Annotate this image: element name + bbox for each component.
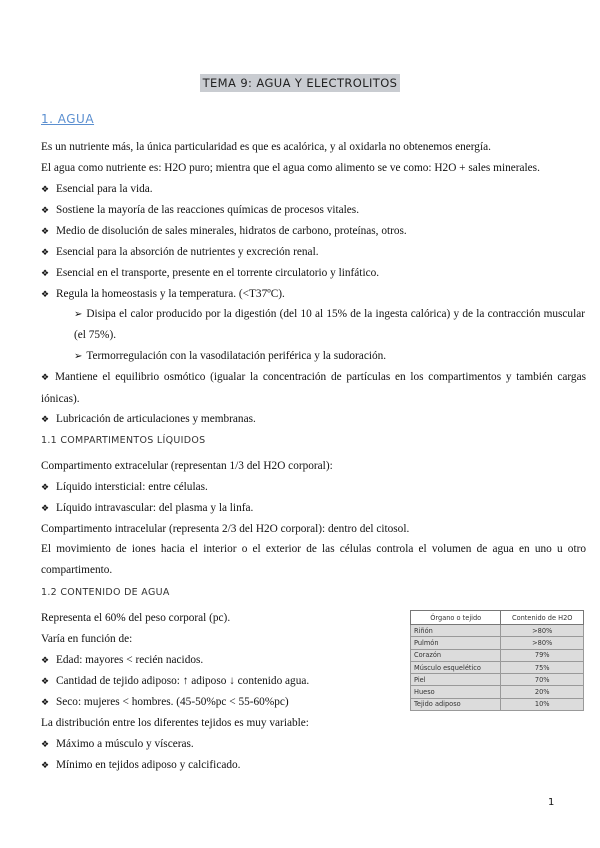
list-item: ❖ Mantiene el equilibrio osmótico (igualar la concentración de partículas en los compartimentos y también cargas iónicas). bbox=[41, 371, 586, 405]
diamond-bullet-icon: ❖ bbox=[41, 504, 50, 514]
list-item: ❖ Edad: mayores < recién nacidos. bbox=[41, 654, 204, 666]
list-item: ❖ Esencial para la absorción de nutrientes y excreción renal. bbox=[41, 246, 319, 258]
diamond-bullet-icon: ❖ bbox=[41, 483, 50, 493]
list-item: ❖ Sostiene la mayoría de las reacciones químicas de procesos vitales. bbox=[41, 204, 360, 216]
diamond-bullet-icon: ❖ bbox=[41, 698, 50, 708]
diamond-bullet-icon: ❖ bbox=[41, 227, 50, 237]
table-cell-organ: Músculo esquelético bbox=[411, 661, 501, 673]
table-cell-value: 70% bbox=[501, 674, 584, 686]
table-cell-value: 10% bbox=[501, 698, 584, 710]
table-header-content: Contenido de H2O bbox=[501, 611, 584, 625]
arrow-bullet-icon: ➢ bbox=[74, 309, 83, 320]
list-item: ❖ Esencial en el transporte, presente en el torrente circulatorio y linfático. bbox=[41, 267, 380, 279]
table-cell-organ: Hueso bbox=[411, 686, 501, 698]
diamond-bullet-icon: ❖ bbox=[41, 269, 50, 279]
paragraph-intro-2: El agua como nutriente es: H2O puro; mientra que el agua como alimento se ve como: H2O + sales minerales. bbox=[41, 162, 540, 174]
sub-list-item: ➢ Termorregulación con la vasodilatación periférica y la sudoración. bbox=[74, 350, 387, 362]
table-row bbox=[411, 674, 584, 686]
diamond-bullet-icon: ❖ bbox=[41, 373, 51, 383]
diamond-bullet-icon: ❖ bbox=[41, 206, 50, 216]
diamond-bullet-icon: ❖ bbox=[41, 415, 50, 425]
table-cell-organ: Pulmón bbox=[411, 637, 501, 649]
list-item: ❖ Líquido intravascular: del plasma y la linfa. bbox=[41, 502, 254, 514]
diamond-bullet-icon: ❖ bbox=[41, 185, 50, 195]
table-cell-value: 75% bbox=[501, 661, 584, 673]
list-item: ❖ Esencial para la vida. bbox=[41, 183, 153, 195]
table-row bbox=[411, 625, 584, 637]
paragraph: Varía en función de: bbox=[41, 633, 133, 645]
water-content-table bbox=[410, 610, 584, 711]
table-cell-value: 79% bbox=[501, 649, 584, 661]
document-title-bar bbox=[0, 74, 600, 92]
table-row bbox=[411, 661, 584, 673]
document-title: TEMA 9: AGUA Y ELECTROLITOS bbox=[200, 74, 401, 92]
subsection-heading-contenido: 1.2 CONTENIDO DE AGUA bbox=[41, 587, 170, 598]
diamond-bullet-icon: ❖ bbox=[41, 290, 50, 300]
paragraph-intro-1: Es un nutriente más, la única particularidad es que es acalórica, y al oxidarla no obtenemos energía. bbox=[41, 141, 491, 153]
list-item: ❖ Líquido intersticial: entre células. bbox=[41, 481, 208, 493]
paragraph: Compartimento extracelular (representan 1/3 del H2O corporal): bbox=[41, 460, 333, 472]
paragraph: La distribución entre los diferentes tejidos es muy variable: bbox=[41, 717, 309, 729]
list-item: ❖ Medio de disolución de sales minerales, hidratos de carbono, proteínas, otros. bbox=[41, 225, 407, 237]
table-cell-value: >80% bbox=[501, 637, 584, 649]
table-cell-organ: Corazón bbox=[411, 649, 501, 661]
diamond-bullet-icon: ❖ bbox=[41, 656, 50, 666]
table-cell-organ: Tejido adiposo bbox=[411, 698, 501, 710]
diamond-bullet-icon: ❖ bbox=[41, 761, 50, 771]
page-number: 1 bbox=[548, 797, 555, 808]
subsection-heading-compartimentos: 1.1 COMPARTIMENTOS LÍQUIDOS bbox=[41, 435, 206, 446]
table-row bbox=[411, 637, 584, 649]
list-item: ❖ Máximo a músculo y vísceras. bbox=[41, 738, 194, 750]
paragraph: El movimiento de iones hacia el interior o el exterior de las células controla el volumen de agua en uno u otro compartimento. bbox=[41, 543, 586, 576]
table-cell-value: 20% bbox=[501, 686, 584, 698]
list-item: ❖ Regula la homeostasis y la temperatura. (<T37ºC). bbox=[41, 288, 285, 300]
table-row bbox=[411, 698, 584, 710]
table-cell-organ: Piel bbox=[411, 674, 501, 686]
table-row bbox=[411, 686, 584, 698]
list-item: ❖ Mínimo en tejidos adiposo y calcificado. bbox=[41, 759, 241, 771]
diamond-bullet-icon: ❖ bbox=[41, 740, 50, 750]
table-header-row bbox=[411, 611, 584, 625]
diamond-bullet-icon: ❖ bbox=[41, 677, 50, 687]
paragraph: Compartimento intracelular (representa 2/3 del H2O corporal): dentro del citosol. bbox=[41, 523, 410, 535]
list-item: ❖ Seco: mujeres < hombres. (45-50%pc < 55-60%pc) bbox=[41, 696, 289, 708]
table-cell-organ: Riñón bbox=[411, 625, 501, 637]
list-item: ❖ Lubricación de articulaciones y membranas. bbox=[41, 413, 256, 425]
table-header-organ: Órgano o tejido bbox=[411, 611, 501, 625]
section-heading-agua: 1. AGUA bbox=[41, 112, 95, 126]
table-cell-value: >80% bbox=[501, 625, 584, 637]
list-item: ❖ Cantidad de tejido adiposo: ↑ adiposo ↓ contenido agua. bbox=[41, 675, 310, 687]
diamond-bullet-icon: ❖ bbox=[41, 248, 50, 258]
arrow-bullet-icon: ➢ bbox=[74, 351, 83, 362]
paragraph: Representa el 60% del peso corporal (pc). bbox=[41, 612, 231, 624]
sub-list-item: ➢ Disipa el calor producido por la digestión (del 10 al 15% de la ingesta calórica) y de la contracción muscular (el 75%). bbox=[74, 308, 585, 341]
table-row bbox=[411, 649, 584, 661]
